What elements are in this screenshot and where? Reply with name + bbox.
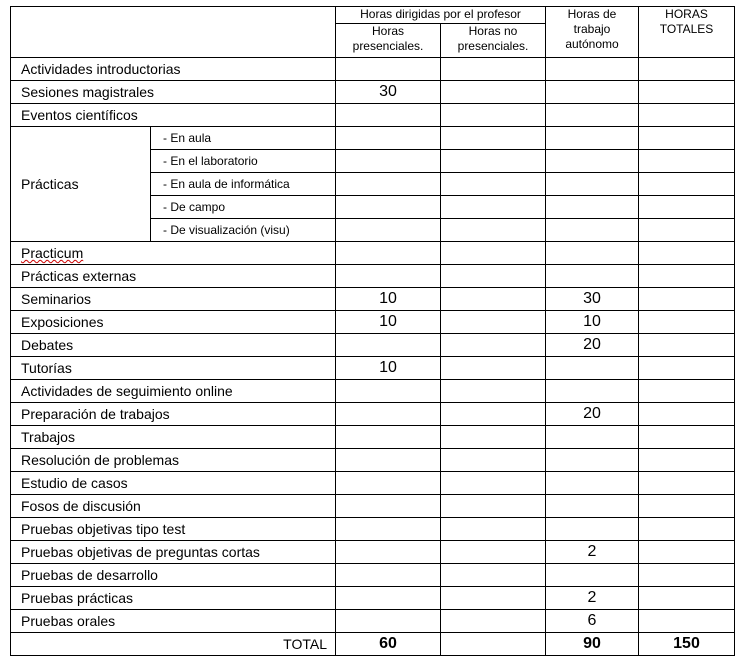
total-value [639, 81, 735, 104]
in-person-value [336, 150, 441, 173]
header-remote-hours: Horas no presenciales. [441, 24, 546, 58]
practicum-text: Practicum [21, 245, 84, 261]
practicas-sub-label: - En aula [151, 127, 336, 150]
activity-label: Resolución de problemas [11, 449, 336, 472]
remote-value [441, 380, 546, 403]
total-value [639, 541, 735, 564]
in-person-value [336, 380, 441, 403]
total-value [639, 311, 735, 334]
in-person-value [336, 587, 441, 610]
autonomous-value [546, 495, 639, 518]
autonomous-value [546, 242, 639, 265]
table-row [11, 311, 735, 334]
total-value [639, 610, 735, 633]
activity-label: Fosos de discusión [11, 495, 336, 518]
autonomous-value [546, 564, 639, 587]
table-row [11, 518, 735, 541]
table-row [11, 541, 735, 564]
remote-value [441, 311, 546, 334]
remote-value [441, 104, 546, 127]
practicas-sub-label: - De campo [151, 196, 336, 219]
table-row [11, 288, 735, 311]
activity-label: Sesiones magistrales [11, 81, 336, 104]
remote-value [441, 150, 546, 173]
table-row [11, 472, 735, 495]
table-row [11, 127, 735, 150]
practicas-group-label: Prácticas [11, 127, 151, 242]
activity-label: Tutorías [11, 357, 336, 380]
total-value [639, 127, 735, 150]
remote-value [441, 518, 546, 541]
activity-label: Seminarios [11, 288, 336, 311]
table-row [11, 104, 735, 127]
in-person-value: 10 [336, 357, 441, 380]
autonomous-value [546, 196, 639, 219]
total-value [639, 334, 735, 357]
remote-value [441, 334, 546, 357]
remote-value [441, 265, 546, 288]
grand-total: 150 [639, 633, 735, 656]
autonomous-value [546, 81, 639, 104]
remote-value [441, 242, 546, 265]
total-value [639, 265, 735, 288]
total-value [639, 150, 735, 173]
autonomous-value [546, 380, 639, 403]
activity-label: Preparación de trabajos [11, 403, 336, 426]
in-person-value [336, 127, 441, 150]
total-value [639, 403, 735, 426]
activity-label [11, 242, 336, 265]
remote-value [441, 219, 546, 242]
remote-value [441, 288, 546, 311]
in-person-value [336, 472, 441, 495]
in-person-value [336, 242, 441, 265]
in-person-value [336, 518, 441, 541]
total-value [639, 196, 735, 219]
in-person-value: 30 [336, 81, 441, 104]
practicas-sub-label: - De visualización (visu) [151, 219, 336, 242]
in-person-value: 10 [336, 311, 441, 334]
remote-value [441, 196, 546, 219]
autonomous-value [546, 104, 639, 127]
total-value [639, 104, 735, 127]
total-value [639, 449, 735, 472]
activity-label: Pruebas objetivas de preguntas cortas [11, 541, 336, 564]
practicas-sub-label: - En aula de informática [151, 173, 336, 196]
total-row [11, 633, 735, 656]
total-remote [441, 633, 546, 656]
table-row [11, 58, 735, 81]
table-row [11, 334, 735, 357]
total-value [639, 288, 735, 311]
autonomous-value: 20 [546, 334, 639, 357]
in-person-value: 10 [336, 288, 441, 311]
autonomous-value [546, 357, 639, 380]
activity-label: Exposiciones [11, 311, 336, 334]
table-row [11, 265, 735, 288]
activity-label: Pruebas prácticas [11, 587, 336, 610]
autonomous-value [546, 518, 639, 541]
activity-label: Pruebas de desarrollo [11, 564, 336, 587]
activity-label: Eventos científicos [11, 104, 336, 127]
autonomous-value [546, 426, 639, 449]
total-value [639, 173, 735, 196]
total-value [639, 564, 735, 587]
remote-value [441, 495, 546, 518]
hours-table [10, 6, 735, 656]
table-row [11, 403, 735, 426]
header-autonomous-hours: Horas de trabajo autónomo [546, 7, 639, 58]
total-label: TOTAL [11, 633, 336, 656]
table-row [11, 564, 735, 587]
in-person-value [336, 449, 441, 472]
remote-value [441, 472, 546, 495]
activity-label: Trabajos [11, 426, 336, 449]
remote-value [441, 564, 546, 587]
autonomous-value: 20 [546, 403, 639, 426]
autonomous-value [546, 173, 639, 196]
remote-value [441, 173, 546, 196]
activity-label: Pruebas orales [11, 610, 336, 633]
activity-label: Prácticas externas [11, 265, 336, 288]
table-row [11, 380, 735, 403]
autonomous-value [546, 127, 639, 150]
practicas-sub-label: - En el laboratorio [151, 150, 336, 173]
in-person-value [336, 104, 441, 127]
autonomous-value [546, 150, 639, 173]
autonomous-value: 30 [546, 288, 639, 311]
total-value [639, 242, 735, 265]
activity-label: Actividades de seguimiento online [11, 380, 336, 403]
total-value [639, 495, 735, 518]
autonomous-value [546, 58, 639, 81]
total-value [639, 472, 735, 495]
total-in-person: 60 [336, 633, 441, 656]
remote-value [441, 449, 546, 472]
remote-value [441, 403, 546, 426]
activity-label: Debates [11, 334, 336, 357]
autonomous-value: 10 [546, 311, 639, 334]
in-person-value [336, 426, 441, 449]
table-row [11, 495, 735, 518]
remote-value [441, 587, 546, 610]
remote-value [441, 610, 546, 633]
autonomous-value: 2 [546, 541, 639, 564]
header-directed-hours: Horas dirigidas por el profesor [336, 7, 546, 24]
header-in-person-hours: Horas presenciales. [336, 24, 441, 58]
table-row [11, 242, 735, 265]
in-person-value [336, 610, 441, 633]
total-autonomous: 90 [546, 633, 639, 656]
total-value [639, 380, 735, 403]
remote-value [441, 81, 546, 104]
in-person-value [336, 219, 441, 242]
total-value [639, 426, 735, 449]
in-person-value [336, 564, 441, 587]
remote-value [441, 357, 546, 380]
in-person-value [336, 334, 441, 357]
table-row [11, 610, 735, 633]
activity-label: Pruebas objetivas tipo test [11, 518, 336, 541]
table-row [11, 449, 735, 472]
in-person-value [336, 196, 441, 219]
total-value [639, 587, 735, 610]
in-person-value [336, 541, 441, 564]
total-value [639, 518, 735, 541]
in-person-value [336, 495, 441, 518]
total-value [639, 58, 735, 81]
table-row [11, 357, 735, 380]
header-empty-cell [11, 7, 336, 58]
table-row [11, 426, 735, 449]
in-person-value [336, 265, 441, 288]
remote-value [441, 541, 546, 564]
autonomous-value: 2 [546, 587, 639, 610]
in-person-value [336, 173, 441, 196]
in-person-value [336, 58, 441, 81]
remote-value [441, 127, 546, 150]
header-total-hours: HORAS TOTALES [639, 7, 735, 58]
total-value [639, 357, 735, 380]
total-value [639, 219, 735, 242]
table-row [11, 587, 735, 610]
table-row [11, 81, 735, 104]
autonomous-value [546, 472, 639, 495]
activity-label: Estudio de casos [11, 472, 336, 495]
remote-value [441, 58, 546, 81]
remote-value [441, 426, 546, 449]
autonomous-value [546, 449, 639, 472]
autonomous-value [546, 219, 639, 242]
autonomous-value: 6 [546, 610, 639, 633]
autonomous-value [546, 265, 639, 288]
in-person-value [336, 403, 441, 426]
activity-label: Actividades introductorias [11, 58, 336, 81]
